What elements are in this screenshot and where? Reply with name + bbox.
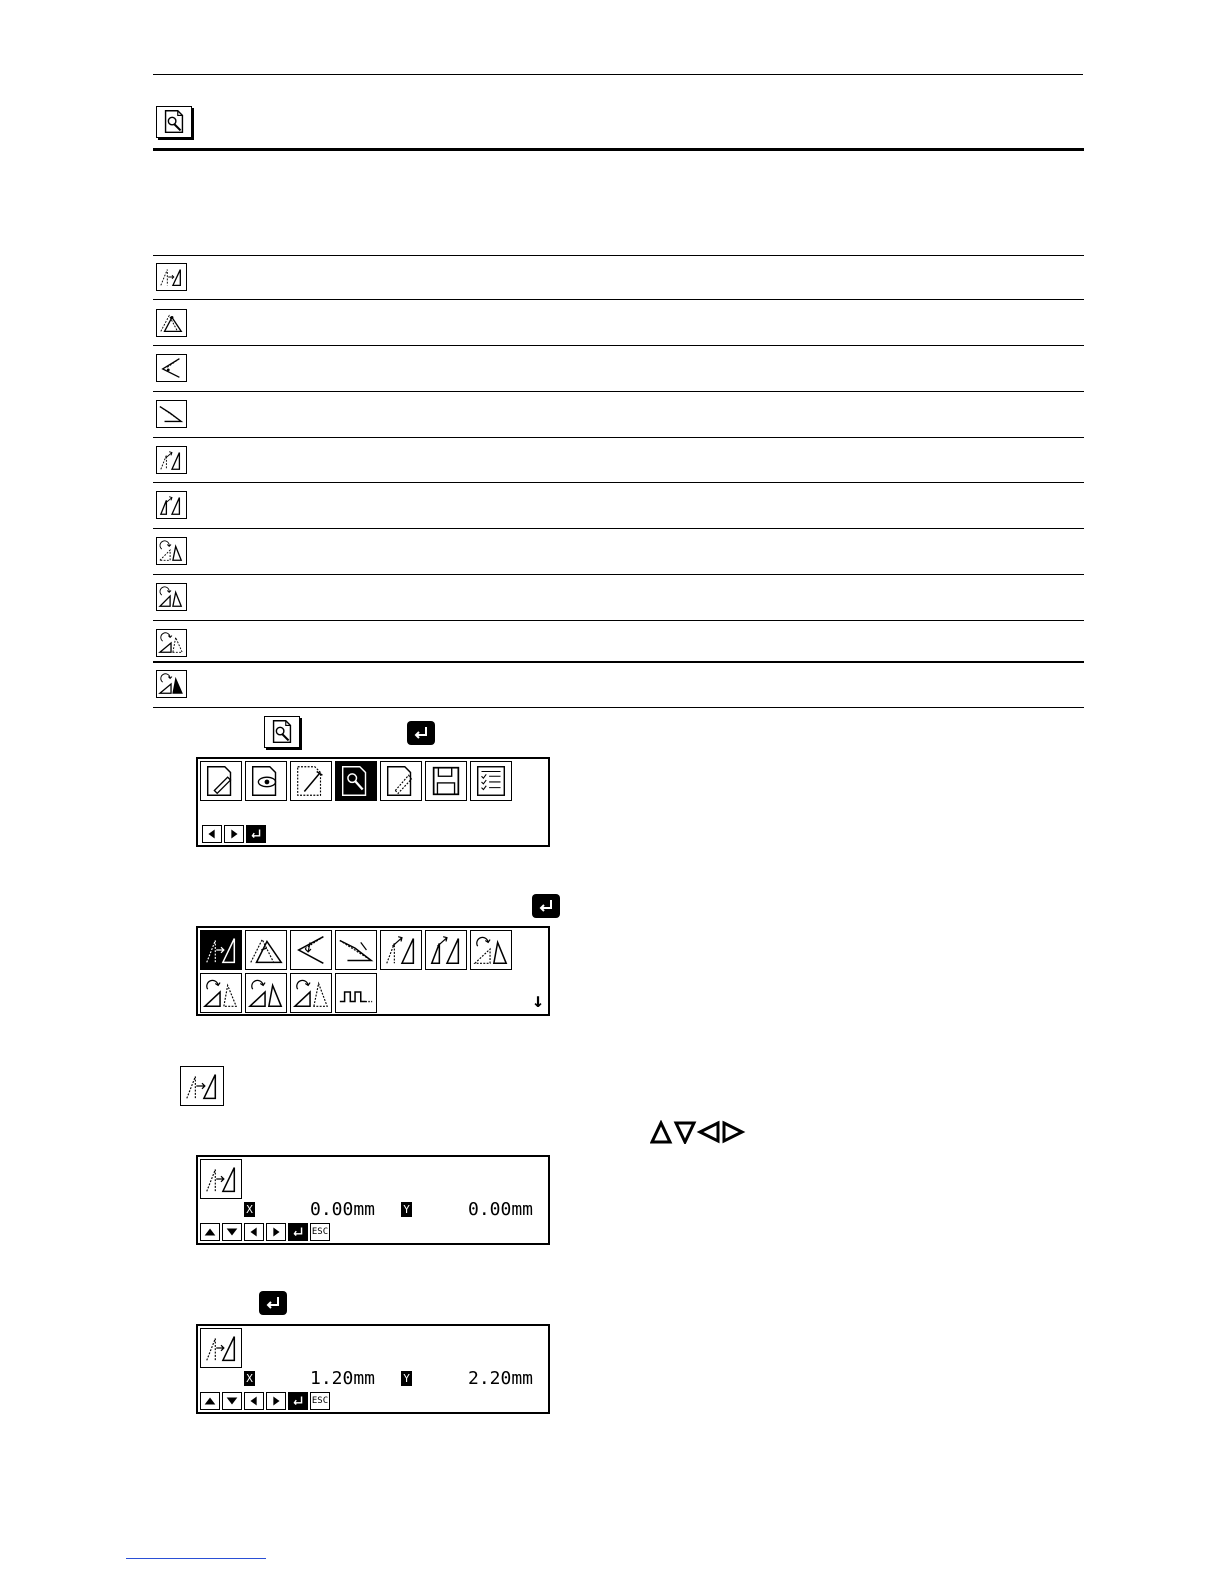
save-icon[interactable] — [425, 761, 467, 801]
delete-point-icon[interactable] — [335, 930, 377, 970]
add-point-icon — [156, 354, 187, 382]
enter-key-icon — [532, 894, 560, 918]
right-arrow-key[interactable] — [224, 825, 244, 843]
move-pattern-icon — [180, 1066, 224, 1106]
rotate-pattern-alt-icon[interactable] — [200, 973, 242, 1013]
direction-keys-icon — [650, 1120, 746, 1144]
right-arrow-key[interactable] — [266, 1223, 286, 1241]
move-block-all-icon — [156, 491, 187, 519]
table-top-rule — [153, 255, 1084, 256]
view-pattern-icon[interactable] — [245, 761, 287, 801]
top-rule — [153, 74, 1083, 75]
move-pattern-icon[interactable] — [200, 930, 242, 970]
delete-point-icon — [156, 400, 187, 428]
x-axis-label: X — [244, 1371, 255, 1386]
right-arrow-key[interactable] — [266, 1392, 286, 1410]
scale-pattern-alt-icon — [156, 670, 187, 698]
enter-key[interactable] — [288, 1392, 308, 1410]
rotate-pattern-icon[interactable] — [470, 930, 512, 970]
esc-key[interactable]: ESC — [310, 1392, 330, 1410]
y-value[interactable]: 2.20mm — [468, 1368, 534, 1389]
move-block-icon[interactable] — [380, 930, 422, 970]
enter-key[interactable] — [246, 825, 266, 843]
scale-pattern-alt-icon[interactable] — [290, 973, 332, 1013]
move-pattern-icon — [200, 1159, 242, 1199]
x-value[interactable]: 0.00mm — [310, 1199, 376, 1220]
scale-pattern-icon[interactable] — [245, 973, 287, 1013]
left-arrow-key[interactable] — [202, 825, 222, 843]
list-icon[interactable] — [470, 761, 512, 801]
up-arrow-key[interactable] — [200, 1392, 220, 1410]
y-value[interactable]: 0.00mm — [468, 1199, 534, 1220]
enter-key-icon — [259, 1291, 287, 1315]
add-point-icon[interactable] — [290, 930, 332, 970]
wrench-document-icon — [264, 716, 300, 748]
rotate-pattern-icon — [156, 537, 187, 565]
enter-key-icon — [407, 721, 435, 745]
esc-key[interactable]: ESC — [310, 1223, 330, 1241]
scale-pattern-icon — [156, 629, 187, 657]
y-axis-label: Y — [401, 1371, 412, 1386]
move-pattern-icon — [156, 263, 187, 291]
convert-pattern-icon[interactable] — [380, 761, 422, 801]
header-rule — [153, 148, 1084, 151]
new-pattern-icon[interactable] — [200, 761, 242, 801]
lcd-move-input-a — [196, 1155, 550, 1245]
edit-pattern-icon[interactable] — [335, 761, 377, 801]
more-indicator: ↓ — [532, 988, 545, 1012]
sew-data-icon[interactable] — [290, 761, 332, 801]
x-axis-label: X — [244, 1202, 255, 1217]
lcd-edit-functions — [196, 926, 550, 1016]
footer-link-underline — [126, 1558, 266, 1559]
y-axis-label: Y — [401, 1202, 412, 1217]
stitch-pitch-icon[interactable] — [335, 973, 377, 1013]
rotate-pattern-alt-icon — [156, 583, 187, 611]
enter-key[interactable] — [288, 1223, 308, 1241]
down-arrow-key[interactable] — [222, 1392, 242, 1410]
left-arrow-key[interactable] — [244, 1223, 264, 1241]
lcd-main-menu — [196, 757, 550, 847]
x-value[interactable]: 1.20mm — [310, 1368, 376, 1389]
move-pattern-icon — [200, 1328, 242, 1368]
lcd-move-input-b — [196, 1324, 550, 1414]
wrench-document-icon — [156, 106, 192, 138]
down-arrow-key[interactable] — [222, 1223, 242, 1241]
move-point-icon[interactable] — [245, 930, 287, 970]
move-point-icon — [156, 309, 187, 337]
left-arrow-key[interactable] — [244, 1392, 264, 1410]
up-arrow-key[interactable] — [200, 1223, 220, 1241]
move-block-icon — [156, 446, 187, 474]
move-block-all-icon[interactable] — [425, 930, 467, 970]
